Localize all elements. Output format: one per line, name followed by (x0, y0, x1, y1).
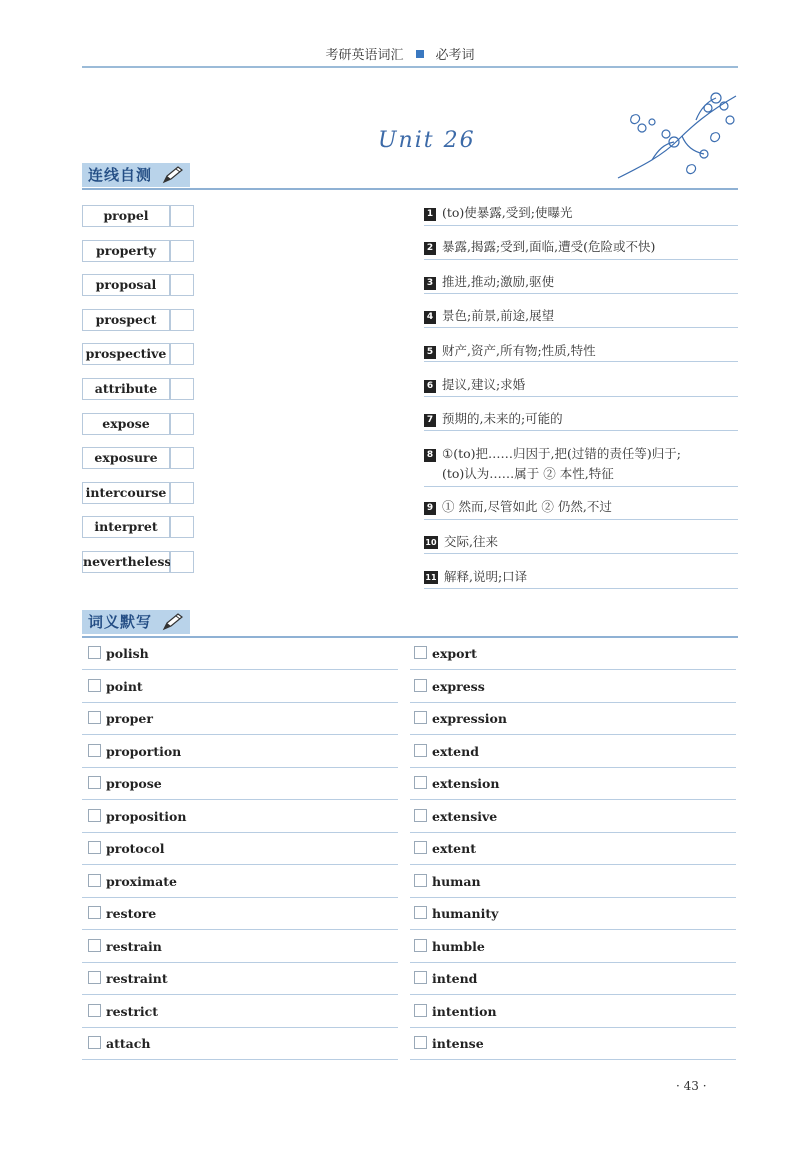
section-dictation-label: 词义默写 (88, 613, 153, 631)
dictation-divider (82, 832, 398, 833)
answer-box[interactable] (170, 309, 194, 331)
definition-text: ①(to)把……归因于,把(过错的责任等)归于; (442, 446, 681, 461)
dictation-word: expression (432, 711, 507, 726)
dictation-divider (82, 994, 398, 995)
dictation-item (88, 906, 156, 921)
checkbox-icon[interactable] (88, 939, 101, 952)
dictation-divider (82, 864, 398, 865)
dictation-item (88, 939, 162, 954)
dictation-item (414, 679, 485, 694)
dictation-word: proximate (106, 873, 177, 889)
definition-text: 交际,往来 (444, 534, 498, 549)
dictation-word: point (106, 678, 143, 694)
dictation-item (414, 971, 477, 986)
definition-row (424, 306, 736, 324)
dictation-divider (82, 799, 398, 800)
dictation-divider (82, 702, 398, 703)
match-word: exposure (82, 447, 170, 469)
dictation-word: restrain (106, 938, 162, 954)
dictation-item (414, 841, 476, 856)
dictation-divider (82, 669, 398, 670)
definition-text: 推进,推动;激励,驱使 (442, 274, 555, 289)
dictation-divider (82, 1027, 398, 1028)
unit-title: Unit 26 (378, 128, 476, 153)
checkbox-icon[interactable] (88, 1004, 101, 1017)
checkbox-icon[interactable] (88, 874, 101, 887)
match-word: prospective (82, 343, 170, 365)
definition-row (424, 203, 736, 221)
dictation-divider (410, 864, 736, 865)
checkbox-icon[interactable] (88, 744, 101, 757)
dictation-divider (82, 929, 398, 930)
square-icon (416, 50, 424, 58)
definition-number: 6 (424, 380, 436, 393)
definition-divider (424, 293, 738, 294)
dictation-word: protocol (106, 841, 165, 856)
header-subtitle: 必考词 (435, 48, 475, 63)
definition-text: 解释,说明;口译 (444, 569, 528, 584)
header-title: 考研英语词汇 (325, 48, 404, 63)
dictation-word: express (432, 678, 485, 694)
match-word: intercourse (82, 482, 170, 504)
checkbox-icon[interactable] (414, 679, 427, 692)
dictation-word: propose (106, 776, 162, 791)
dictation-divider (410, 734, 736, 735)
section-matching-label: 连线自测 (88, 166, 153, 184)
definition-text: (to)使暴露,受到;使曝光 (442, 205, 573, 220)
dictation-divider (82, 767, 398, 768)
checkbox-icon[interactable] (88, 711, 101, 724)
dictation-word: proper (106, 711, 153, 726)
dictation-item (414, 744, 479, 759)
dictation-divider (410, 1059, 736, 1060)
section-dictation-title (82, 610, 190, 634)
dictation-item (414, 646, 477, 661)
dictation-divider (410, 897, 736, 898)
checkbox-icon[interactable] (88, 809, 101, 822)
checkbox-icon[interactable] (88, 1036, 101, 1049)
definition-row (424, 409, 736, 427)
answer-box[interactable] (170, 551, 194, 573)
page-header (0, 44, 800, 63)
checkbox-icon[interactable] (88, 679, 101, 692)
definition-divider (424, 259, 738, 260)
dictation-item (88, 744, 181, 759)
dictation-item (88, 711, 153, 726)
dictation-item (414, 776, 499, 791)
dictation-word: humanity (432, 906, 499, 921)
checkbox-icon[interactable] (414, 906, 427, 919)
dictation-word: restore (106, 906, 157, 921)
checkbox-icon[interactable] (414, 776, 427, 789)
definition-divider (424, 396, 738, 397)
dictation-word: polish (106, 646, 149, 661)
dictation-divider (410, 994, 736, 995)
dictation-item (414, 1036, 484, 1051)
definition-number: 7 (424, 414, 436, 427)
definition-divider (424, 327, 738, 328)
definition-text: 预期的,未来的;可能的 (442, 411, 563, 426)
definition-number: 4 (424, 311, 436, 324)
checkbox-icon[interactable] (88, 776, 101, 789)
definition-divider (424, 553, 738, 554)
section-matching-divider (82, 188, 738, 190)
definition-number: 11 (425, 573, 437, 582)
answer-box[interactable] (170, 447, 194, 469)
definition-text: 景色;前景,前途,展望 (442, 308, 555, 323)
dictation-item (414, 939, 485, 954)
checkbox-icon[interactable] (88, 646, 101, 659)
dictation-word: intention (432, 1003, 497, 1019)
definition-number: 3 (424, 277, 436, 290)
definition-text: 暴露,揭露;受到,面临,遭受(危险或不快) (442, 239, 656, 254)
definition-row (424, 272, 736, 290)
checkbox-icon[interactable] (88, 841, 101, 854)
dictation-word: extensive (432, 808, 498, 824)
definition-row (424, 444, 736, 462)
definition-row (424, 567, 736, 585)
dictation-item (414, 1004, 497, 1019)
checkbox-icon[interactable] (414, 744, 427, 757)
checkbox-icon[interactable] (414, 841, 427, 854)
pencil-icon (162, 613, 184, 631)
header-divider (82, 66, 738, 68)
definition-number: 1 (424, 208, 436, 221)
definition-number: 5 (424, 346, 436, 359)
dictation-divider (410, 702, 736, 703)
dictation-item (88, 1036, 150, 1051)
definition-number: 8 (424, 449, 436, 462)
answer-box[interactable] (170, 413, 194, 435)
definition-divider (424, 430, 738, 431)
checkbox-icon[interactable] (88, 971, 101, 984)
dictation-item (88, 874, 177, 889)
section-matching-title (82, 163, 190, 187)
dictation-item (414, 906, 498, 921)
checkbox-icon[interactable] (414, 939, 427, 952)
definition-divider (424, 486, 738, 487)
match-word: nevertheless (82, 551, 170, 573)
checkbox-icon[interactable] (88, 906, 101, 919)
dictation-word: extension (432, 776, 500, 791)
checkbox-icon[interactable] (414, 971, 427, 984)
checkbox-icon[interactable] (414, 1004, 427, 1017)
dictation-item (88, 646, 149, 661)
dictation-divider (410, 832, 736, 833)
match-word: property (82, 240, 170, 262)
match-word: proposal (82, 274, 170, 296)
answer-box[interactable] (170, 240, 194, 262)
definition-divider (424, 588, 738, 589)
definition-number: 2 (424, 242, 436, 255)
dictation-word: human (432, 873, 481, 889)
checkbox-icon[interactable] (414, 874, 427, 887)
dictation-word: proposition (106, 808, 187, 824)
definition-text-continued: (to)认为……属于 ② 本性,特征 (442, 466, 614, 481)
pencil-icon (162, 166, 184, 184)
dictation-word: restraint (106, 971, 168, 986)
dictation-item (414, 809, 497, 824)
dictation-word: humble (432, 938, 485, 954)
dictation-item (88, 776, 162, 791)
dictation-word: extent (432, 841, 476, 856)
dictation-divider (410, 799, 736, 800)
definition-row (424, 497, 736, 515)
checkbox-icon[interactable] (414, 1036, 427, 1049)
dictation-word: export (432, 646, 477, 661)
dictation-item (88, 971, 168, 986)
dictation-item (88, 809, 186, 824)
answer-box[interactable] (170, 205, 194, 227)
dictation-item (414, 874, 481, 889)
match-word: propel (82, 205, 170, 227)
definition-number: 10 (425, 538, 437, 547)
answer-box[interactable] (170, 482, 194, 504)
dictation-divider (410, 962, 736, 963)
dictation-divider (410, 929, 736, 930)
definition-row (424, 375, 736, 393)
dictation-divider (410, 1027, 736, 1028)
flower-branch-illustration (612, 86, 738, 182)
definition-number: 9 (424, 502, 436, 515)
match-word: interpret (82, 516, 170, 538)
definition-text: 提议,建议;求婚 (442, 377, 526, 392)
definition-divider (424, 519, 738, 520)
dictation-divider (82, 962, 398, 963)
dictation-item (88, 841, 164, 856)
definition-row (424, 237, 736, 255)
definition-divider (424, 225, 738, 226)
dictation-divider (410, 669, 736, 670)
checkbox-icon[interactable] (414, 809, 427, 822)
checkbox-icon[interactable] (414, 711, 427, 724)
definition-row (424, 341, 736, 359)
dictation-item (414, 711, 507, 726)
dictation-word: proportion (106, 743, 182, 759)
answer-box[interactable] (170, 343, 194, 365)
dictation-divider (82, 734, 398, 735)
dictation-word: intense (432, 1036, 484, 1051)
dictation-divider (82, 1059, 398, 1060)
section-dictation-divider (82, 636, 738, 638)
answer-box[interactable] (170, 516, 194, 538)
dictation-item (88, 679, 143, 694)
definition-text: 财产,资产,所有物;性质,特性 (442, 343, 596, 358)
dictation-divider (82, 897, 398, 898)
match-word: expose (82, 413, 170, 435)
definition-text: ① 然而,尽管如此 ② 仍然,不过 (442, 499, 612, 514)
match-word: prospect (82, 309, 170, 331)
definition-divider (424, 361, 738, 362)
dictation-word: attach (106, 1036, 151, 1051)
checkbox-icon[interactable] (414, 646, 427, 659)
answer-box[interactable] (170, 274, 194, 296)
match-word: attribute (82, 378, 170, 400)
dictation-word: restrict (106, 1003, 159, 1019)
definition-row (424, 532, 736, 550)
dictation-item (88, 1004, 158, 1019)
answer-box[interactable] (170, 378, 194, 400)
dictation-divider (410, 767, 736, 768)
dictation-word: intend (432, 971, 478, 986)
dictation-word: extend (432, 743, 479, 759)
page-number: · 43 · (676, 1079, 707, 1093)
